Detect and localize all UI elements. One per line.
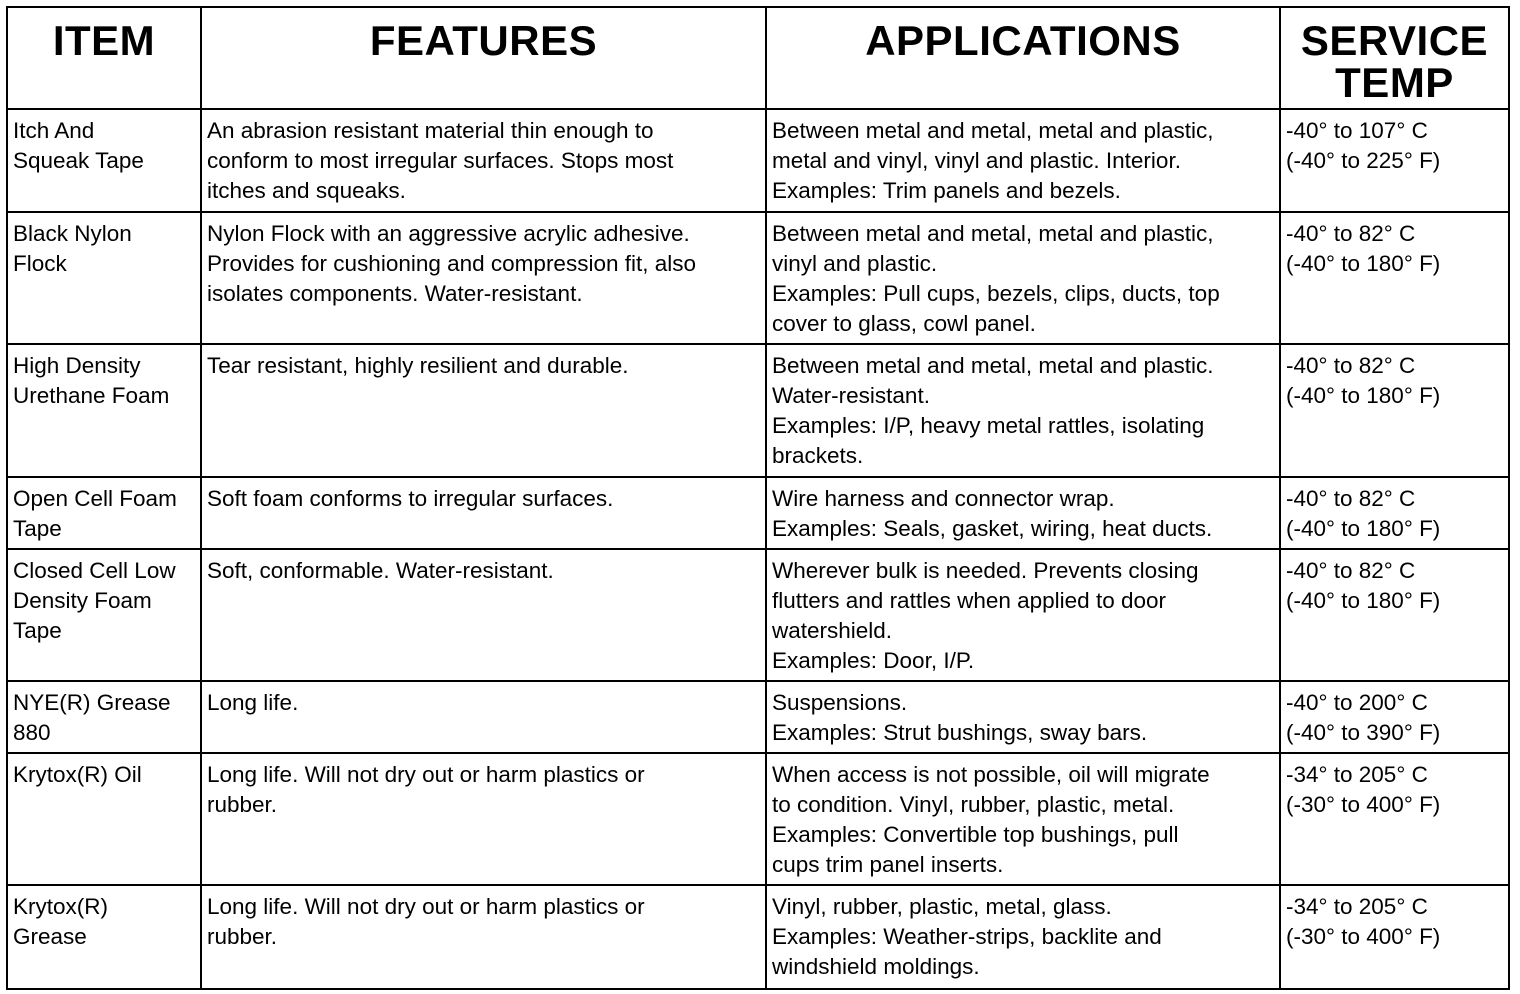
cell-text-line: -34° to 205° C [1286,894,1428,919]
applications-cell [766,212,1280,344]
item-cell [7,344,201,477]
service-temp-cell [1280,212,1509,344]
cell-text-line: Examples: Strut bushings, sway bars. [772,720,1148,745]
features-cell [201,885,766,989]
cell-text-line: An abrasion resistant material thin enough to [207,118,654,143]
cell-text-line: rubber. [207,924,278,949]
cell-text-line: Open Cell Foam [13,486,177,511]
features-cell [201,477,766,549]
applications-cell [766,681,1280,753]
applications-cell [766,109,1280,212]
cell-text-line: (-40° to 180° F) [1286,588,1441,613]
cell-text-line: Wherever bulk is needed. Prevents closing [772,558,1199,583]
cell-text-line: High Density [13,353,141,378]
table-row [7,549,1509,681]
document-sheet [6,6,1508,988]
cell-text-line: -40° to 107° C [1286,118,1428,143]
service-temp-cell [1280,549,1509,681]
features-cell [201,109,766,212]
cell-text-line: Krytox(R) [13,894,108,919]
cell-text-line: (-40° to 180° F) [1286,251,1441,276]
cell-text-line: -40° to 82° C [1286,486,1416,511]
cell-text-line: metal and vinyl, vinyl and plastic. Interior. [772,148,1181,173]
features-cell [201,212,766,344]
cell-text-line: Long life. Will not dry out or harm plastics or [207,894,645,919]
item-cell [7,477,201,549]
cell-text-line: -40° to 200° C [1286,690,1428,715]
table-row [7,885,1509,989]
cell-text-line: to condition. Vinyl, rubber, plastic, metal. [772,792,1175,817]
cell-text-line: Itch And [13,118,95,143]
cell-text-line: Squeak Tape [13,148,144,173]
cell-text-line: (-30° to 400° F) [1286,792,1441,817]
specification-table [6,6,1510,990]
cell-text-line: -40° to 82° C [1286,558,1416,583]
header-features [201,7,766,109]
header-text: TEMP [1335,59,1454,106]
cell-text-line: (-30° to 400° F) [1286,924,1441,949]
cell-text-line: Tape [13,618,62,643]
item-cell [7,885,201,989]
features-cell [201,681,766,753]
item-cell [7,549,201,681]
table-row [7,753,1509,885]
cell-text-line: Vinyl, rubber, plastic, metal, glass. [772,894,1112,919]
features-cell [201,549,766,681]
cell-text-line: Between metal and metal, metal and plastic, [772,118,1214,143]
applications-cell [766,549,1280,681]
cell-text-line: NYE(R) Grease [13,690,171,715]
cell-text-line: Suspensions. [772,690,908,715]
table-row [7,109,1509,212]
cell-text-line: Flock [13,251,67,276]
service-temp-cell [1280,344,1509,477]
cell-text-line: Examples: Convertible top bushings, pull [772,822,1179,847]
table-body [7,109,1509,989]
cell-text-line: rubber. [207,792,278,817]
service-temp-cell [1280,681,1509,753]
cell-text-line: flutters and rattles when applied to door [772,588,1166,613]
header-item [7,7,201,109]
cell-text-line: Soft foam conforms to irregular surfaces. [207,486,614,511]
item-cell [7,212,201,344]
cell-text-line: -34° to 205° C [1286,762,1428,787]
header-text: ITEM [52,17,156,64]
cell-text-line: Long life. Will not dry out or harm plastics or [207,762,645,787]
table-row [7,681,1509,753]
cell-text-line: (-40° to 390° F) [1286,720,1441,745]
cell-text-line: cover to glass, cowl panel. [772,311,1036,336]
cell-text-line: windshield moldings. [772,954,980,979]
cell-text-line: Provides for cushioning and compression fit, also [207,251,697,276]
cell-text-line: watershield. [772,618,893,643]
service-temp-cell [1280,109,1509,212]
applications-cell [766,344,1280,477]
cell-text-line: When access is not possible, oil will migrate [772,762,1210,787]
cell-text-line: Long life. [207,690,299,715]
applications-cell [766,477,1280,549]
cell-text-line: Krytox(R) Oil [13,762,142,787]
cell-text-line: -40° to 82° C [1286,221,1416,246]
cell-text-line: (-40° to 225° F) [1286,148,1441,173]
cell-text-line: Urethane Foam [13,383,170,408]
service-temp-cell [1280,753,1509,885]
header-text: APPLICATIONS [865,17,1181,64]
cell-text-line: Examples: I/P, heavy metal rattles, isolating [772,413,1205,438]
cell-text-line: Between metal and metal, metal and plastic, [772,221,1214,246]
header-text: FEATURES [369,17,598,64]
applications-cell [766,885,1280,989]
table-row [7,477,1509,549]
cell-text-line: Density Foam [13,588,152,613]
cell-text-line: Examples: Seals, gasket, wiring, heat ducts. [772,516,1213,541]
cell-text-line: Grease [13,924,87,949]
cell-text-line: Tear resistant, highly resilient and durable. [207,353,629,378]
cell-text-line: isolates components. Water-resistant. [207,281,583,306]
item-cell [7,109,201,212]
cell-text-line: itches and squeaks. [207,178,406,203]
cell-text-line: Examples: Trim panels and bezels. [772,178,1121,203]
cell-text-line: Soft, conformable. Water-resistant. [207,558,554,583]
table-row [7,212,1509,344]
cell-text-line: (-40° to 180° F) [1286,383,1441,408]
cell-text-line: Examples: Pull cups, bezels, clips, ducts, top [772,281,1220,306]
cell-text-line: Black Nylon [13,221,132,246]
cell-text-line: Tape [13,516,62,541]
header-applications [766,7,1280,109]
applications-cell [766,753,1280,885]
item-cell [7,681,201,753]
cell-text-line: Water-resistant. [772,383,930,408]
table-header-row [7,7,1509,109]
service-temp-cell [1280,885,1509,989]
table-row [7,344,1509,477]
item-cell [7,753,201,885]
cell-text-line: -40° to 82° C [1286,353,1416,378]
cell-text-line: Wire harness and connector wrap. [772,486,1115,511]
cell-text-line: Examples: Door, I/P. [772,648,975,673]
cell-text-line: (-40° to 180° F) [1286,516,1441,541]
cell-text-line: vinyl and plastic. [772,251,938,276]
cell-text-line: Examples: Weather-strips, backlite and [772,924,1162,949]
cell-text-line: Closed Cell Low [13,558,176,583]
header-service-temp [1280,7,1509,109]
service-temp-cell [1280,477,1509,549]
cell-text-line: 880 [13,720,51,745]
cell-text-line: Between metal and metal, metal and plastic. [772,353,1214,378]
cell-text-line: cups trim panel inserts. [772,852,1004,877]
features-cell [201,753,766,885]
cell-text-line: brackets. [772,443,864,468]
features-cell [201,344,766,477]
cell-text-line: conform to most irregular surfaces. Stops most [207,148,674,173]
cell-text-line: Nylon Flock with an aggressive acrylic adhesive. [207,221,690,246]
header-text: SERVICE [1300,17,1489,64]
